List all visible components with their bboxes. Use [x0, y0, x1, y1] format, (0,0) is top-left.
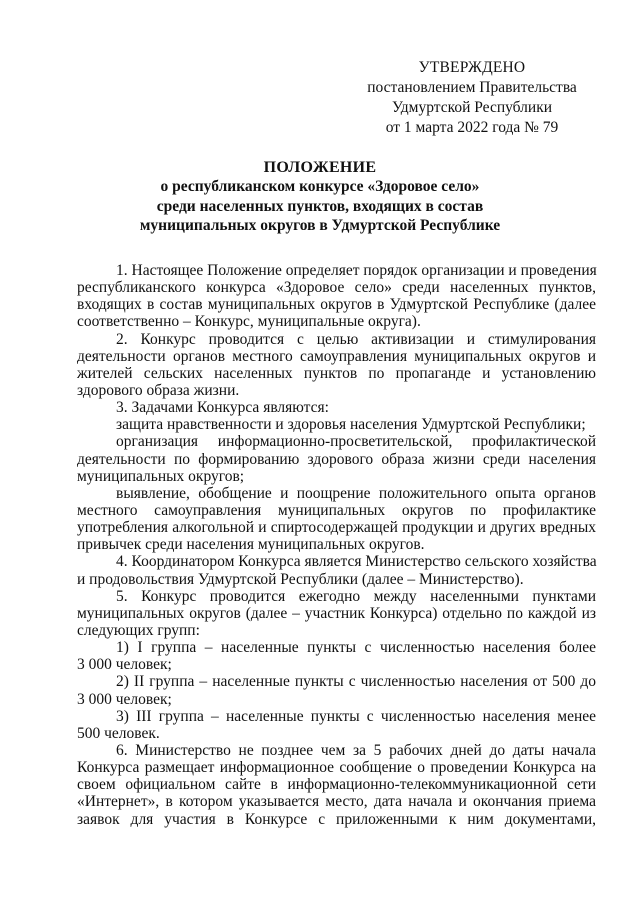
text-line: защита нравственности и здоровья населения Удмуртской Республики;: [116, 416, 586, 434]
text-line: 3 000 человек;: [77, 656, 172, 674]
approval-line: постановлением Правительства: [367, 79, 577, 96]
text-line: входящих в состав муниципальных округов в Удмуртской Республике (далее: [77, 296, 596, 314]
text-line: 1. Настоящее Положение определяет порядок организации и проведения: [116, 262, 597, 279]
paragraph-4: [77, 553, 596, 587]
document-heading: [60, 158, 580, 236]
text-line: местного самоуправления муниципальных округов по профилактике: [77, 501, 596, 519]
heading-line: муниципальных округов в Удмуртской Республике: [139, 217, 501, 235]
text-line: 2) II группа – населенные пункты с численностью населения от 500 до: [116, 673, 596, 691]
approval-title: УТВЕРЖДЕНО: [418, 59, 526, 76]
text-line: «Интернет», в котором указывается место, дата начала и окончания приема: [77, 793, 596, 811]
approval-line: от 1 марта 2022 года № 79: [385, 119, 559, 136]
approval-stamp: [352, 58, 592, 138]
text-line: 3. Задачами Конкурса являются:: [116, 399, 329, 417]
paragraph-1: [77, 262, 596, 331]
text-line: 2. Конкурс проводится с целью активизации и стимулирования: [116, 330, 596, 348]
text-line: привычек среди населения муниципальных округов.: [77, 536, 425, 554]
text-line: своем официальном сайте в информационно-телекоммуникационной сети: [77, 776, 596, 794]
text-line: 6. Министерство не позднее чем за 5 рабочих дней до даты начала: [116, 741, 596, 759]
text-line: и продовольствия Удмуртской Республики (далее – Министерство).: [77, 570, 524, 588]
text-line: заявок для участия в Конкурсе с приложенными к ним документами,: [77, 810, 596, 828]
text-line: соответственно – Конкурс, муниципальные округа).: [77, 313, 421, 331]
text-line: 5. Конкурс проводится ежегодно между населенными пунктами: [116, 587, 596, 605]
paragraph-6: [77, 742, 596, 828]
text-line: 1) I группа – населенные пункты с численностью населения более: [116, 639, 596, 657]
text-line: муниципальных округов;: [77, 467, 245, 485]
paragraph-3: [77, 399, 596, 553]
paragraph-5: [77, 588, 596, 742]
text-line: 500 человек.: [77, 724, 160, 742]
heading-line: среди населенных пунктов, входящих в состав: [156, 197, 484, 215]
text-line: 3) III группа – населенные пункты с численностью населения менее: [116, 707, 596, 725]
paragraph-2: [77, 331, 596, 400]
text-line: республиканского конкурса «Здоровое село» среди населенных пунктов,: [77, 279, 596, 297]
text-line: организация информационно-просветительской, профилактической: [116, 433, 596, 451]
text-line: употребления алкогольной и спиртосодержащей продукции и других вредных: [77, 519, 596, 537]
text-line: выявление, обобщение и поощрение положительного опыта органов: [116, 484, 596, 502]
text-line: следующих групп:: [77, 621, 200, 639]
heading-line: о республиканском конкурсе «Здоровое село»: [160, 178, 480, 196]
text-line: жителей сельских населенных пунктов по пропаганде и установлению: [77, 364, 596, 382]
text-line: здорового образа жизни.: [77, 381, 240, 399]
approval-line: Удмуртской Республики: [391, 99, 553, 116]
document-title: ПОЛОЖЕНИЕ: [263, 159, 377, 176]
document-body: [77, 262, 596, 828]
text-line: 4. Координатором Конкурса является Министерство сельского хозяйства: [116, 553, 597, 571]
text-line: Конкурса размещает информационное сообщение о проведении Конкурса на: [77, 759, 596, 777]
text-line: деятельности органов местного самоуправления муниципальных округов и: [77, 347, 596, 365]
text-line: муниципальных округов (далее – участник Конкурса) отдельно по каждой из: [77, 604, 596, 622]
text-line: 3 000 человек;: [77, 690, 172, 708]
text-line: деятельности по формированию здорового образа жизни среди населения: [77, 450, 596, 468]
